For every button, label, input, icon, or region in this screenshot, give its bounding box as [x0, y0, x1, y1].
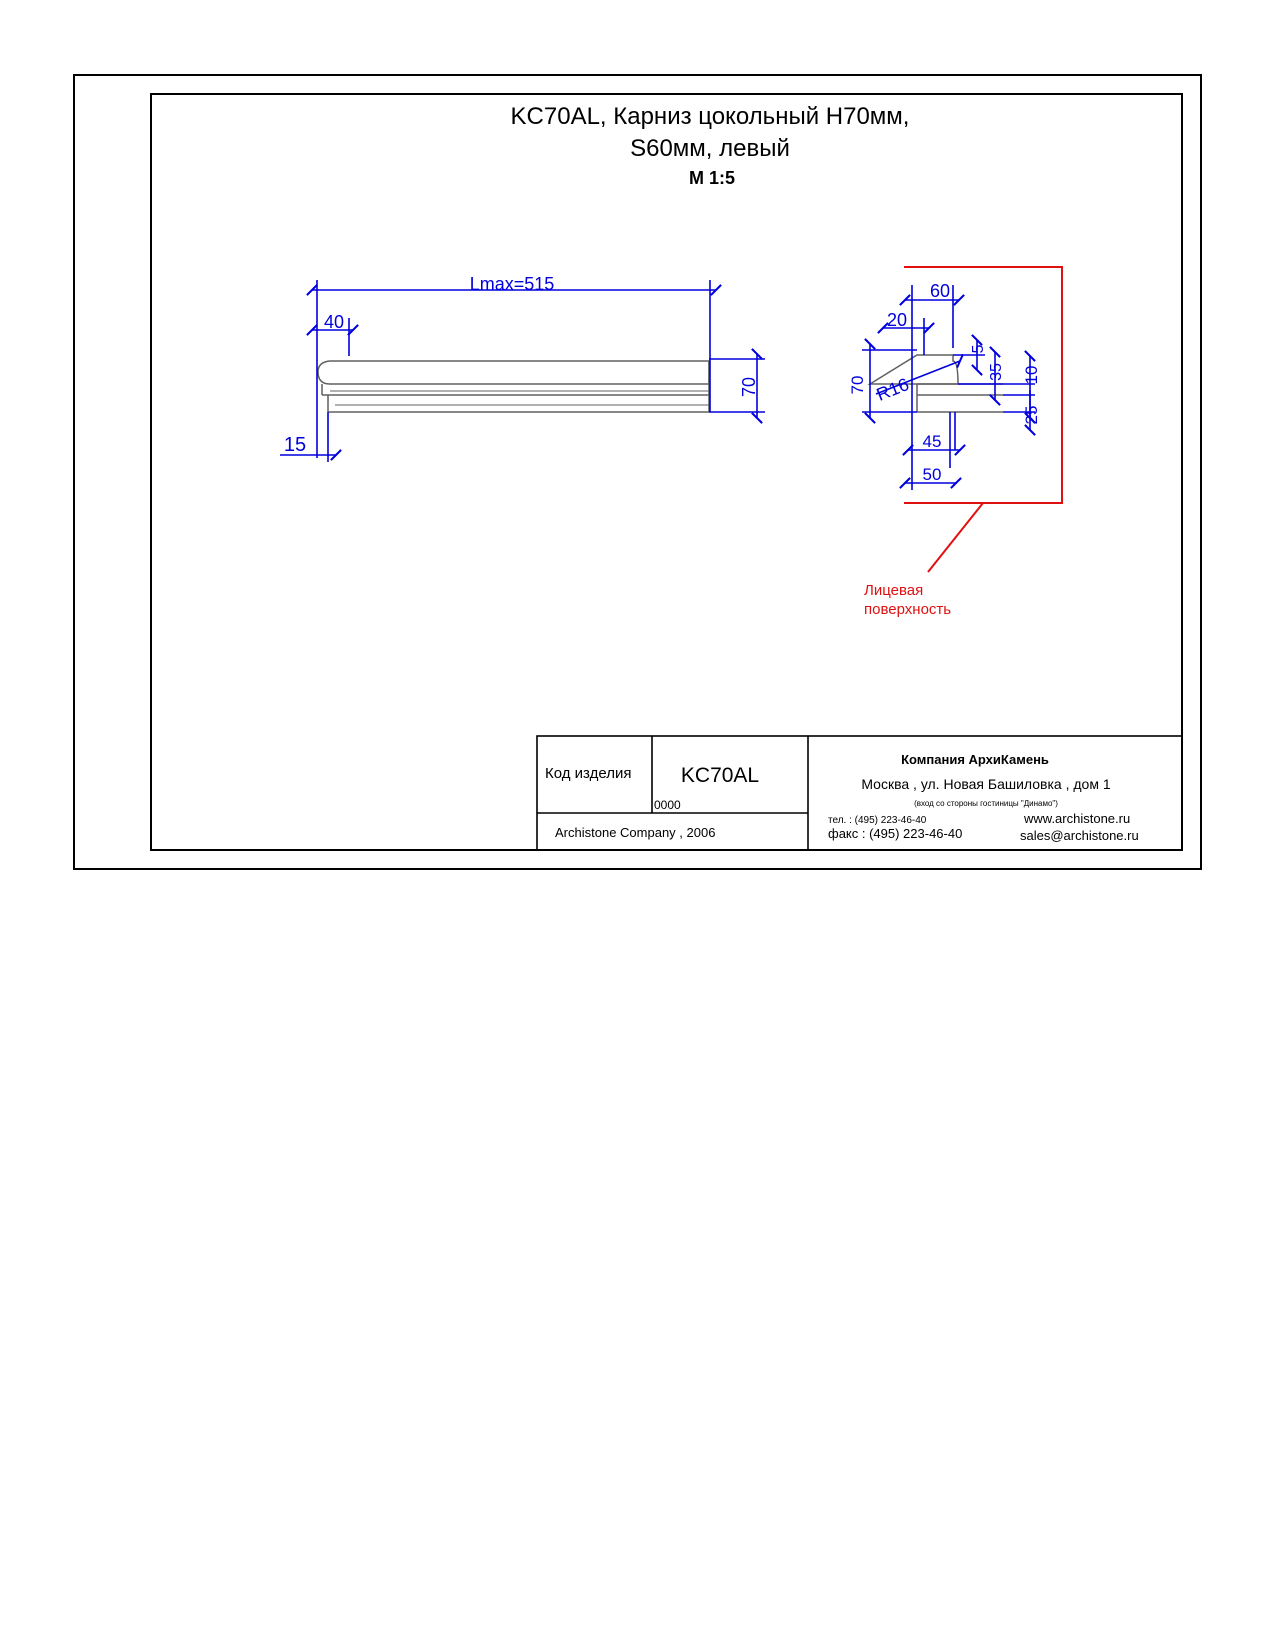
- website-link[interactable]: www.archistone.ru: [1024, 811, 1131, 826]
- length-dimension: Lmax=515: [469, 274, 555, 294]
- phone-number: тел. : (495) 223-46-40: [828, 815, 927, 826]
- fax-number: факс : (495) 223-46-40: [828, 826, 963, 841]
- dim-50: 50: [922, 465, 942, 484]
- dim-40: 40: [323, 312, 345, 332]
- dim-10: 10: [1022, 365, 1041, 385]
- copyright: Archistone Company , 2006: [555, 825, 716, 840]
- title-line1: KC70AL, Карниз цокольный H70мм,: [510, 103, 910, 130]
- section-view: [848, 267, 1062, 618]
- code-label: Код изделия: [545, 765, 632, 782]
- title-line2: S60мм, левый: [630, 135, 790, 162]
- dim-5: 5: [970, 344, 987, 354]
- dim-70-section: 70: [848, 375, 867, 395]
- email-link[interactable]: sales@archistone.ru: [1020, 828, 1139, 843]
- entrance-note: (вход со стороны гостиницы "Динамо"): [914, 799, 1058, 808]
- dim-15: 15: [283, 434, 307, 456]
- drawing-number: 0000: [654, 798, 681, 812]
- side-view: [280, 274, 765, 462]
- dim-60: 60: [929, 281, 951, 301]
- outer-frame: [74, 75, 1201, 869]
- radius-label: R16: [873, 373, 912, 405]
- dim-45: 45: [922, 432, 942, 451]
- company-address: Москва , ул. Новая Башиловка , дом 1: [861, 776, 1111, 792]
- dim-20: 20: [886, 310, 908, 330]
- scale-label: M 1:5: [688, 168, 736, 188]
- face-surface-leader: [928, 503, 983, 572]
- annotation-line2: поверхность: [864, 601, 952, 618]
- dim-25: 25: [1022, 405, 1041, 425]
- dim-35: 35: [988, 363, 1005, 381]
- side-profile-top: [318, 361, 709, 384]
- annotation-line1: Лицевая: [864, 582, 924, 599]
- company-name: Компания АрхиКамень: [901, 752, 1049, 767]
- dim-70-side: 70: [739, 376, 759, 398]
- code-value: KC70AL: [680, 764, 760, 787]
